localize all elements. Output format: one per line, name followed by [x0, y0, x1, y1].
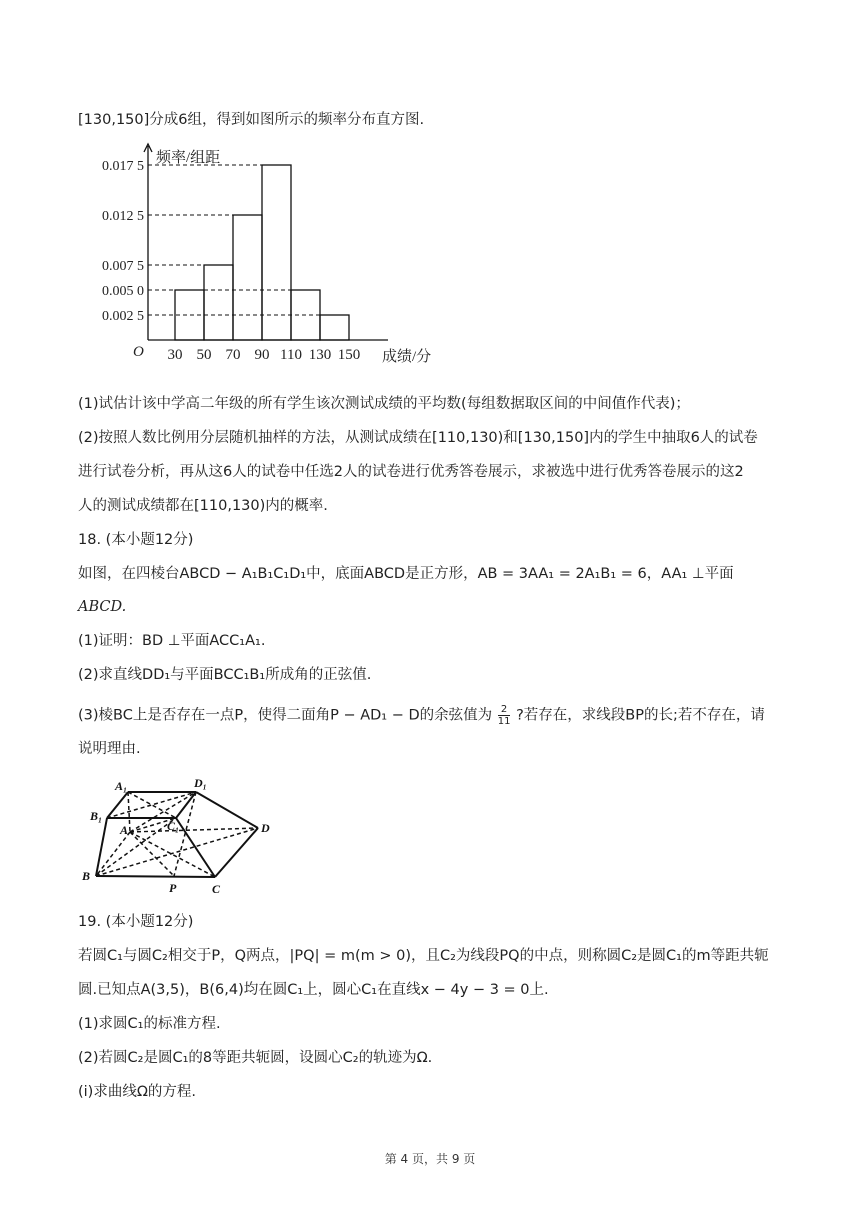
- q18-stem-line2: ABCD.: [78, 599, 127, 615]
- q18-heading: 18. (本小题12分): [78, 532, 194, 548]
- y-tick-label: 0.005 0: [102, 284, 144, 299]
- q19-part2: (2)若圆C₂是圆C₁的8等距共轭圆，设圆心C₂的轨迹为Ω.: [78, 1050, 433, 1066]
- edge-C1-D1: [176, 792, 196, 818]
- x-tick-label: 130: [308, 347, 332, 363]
- edge-B1-B: [96, 818, 107, 876]
- label-A1: A₁: [115, 779, 128, 793]
- q18-part1: (1)证明：BD ⊥平面ACC₁A₁.: [78, 633, 266, 649]
- label-D: D: [261, 821, 270, 835]
- origin-label: O: [133, 344, 144, 360]
- x-tick-label: 50: [196, 347, 212, 363]
- q19-heading: 19. (本小题12分): [78, 914, 194, 930]
- seg-D1-P: [174, 792, 196, 876]
- page-footer: 第 4 页，共 9 页: [384, 1152, 476, 1166]
- seg-A-D1: [130, 792, 196, 832]
- edge-B-C: [96, 876, 215, 877]
- label-B: B: [82, 869, 91, 883]
- seg-B-C1: [96, 818, 176, 876]
- frustum-figure: [78, 772, 278, 898]
- intro-line: [130,150]分成6组，得到如图所示的频率分布直方图.: [78, 112, 425, 128]
- seg-A1-C1: [128, 792, 176, 818]
- x-tick-label: 70: [225, 347, 241, 363]
- edge-D1-D: [196, 792, 258, 828]
- histogram-bar: [233, 215, 262, 340]
- q19-part2-i: (ⅰ)求曲线Ω的方程.: [78, 1084, 197, 1100]
- label-A: A: [120, 823, 129, 837]
- histogram-bar: [320, 315, 349, 340]
- diag-A-C: [130, 832, 215, 877]
- y-tick-label: 0.012 5: [102, 209, 144, 224]
- q18-part3-line1: [78, 704, 765, 727]
- y-tick-label: 0.007 5: [102, 259, 144, 274]
- q18-part3-text-a: (3)棱BC上是否存在一点P，使得二面角P − AD₁ − D的余弦值为: [78, 707, 493, 724]
- q19-stem-line1: 若圆C₁与圆C₂相交于P，Q两点，|PQ| = m(m > 0)，且C₂为线段PQ的中点，则称圆C₂是圆C₁的m等距共轭: [78, 948, 769, 964]
- label-D1: D₁: [194, 776, 207, 790]
- seg-A-P: [130, 832, 174, 876]
- q18-part3-line2: 说明理由.: [78, 741, 141, 757]
- frequency-histogram: [78, 140, 478, 375]
- edge-A1-B1: [107, 792, 128, 818]
- histogram-bar: [204, 265, 233, 340]
- q18-stem-line1: 如图，在四棱台ABCD − A₁B₁C₁D₁中，底面ABCD是正方形，AB = 3AA₁ = 2A₁B₁ = 6，AA₁ ⊥平面: [78, 566, 734, 582]
- q19-part1: (1)求圆C₁的标准方程.: [78, 1016, 221, 1032]
- label-B1: B₁: [90, 809, 103, 823]
- q18-part2: (2)求直线DD₁与平面BCC₁B₁所成角的正弦值.: [78, 667, 372, 683]
- y-tick-label: 0.002 5: [102, 309, 144, 324]
- q17-part2-line3: 人的测试成绩都在[110,130)内的概率.: [78, 498, 328, 514]
- y-tick-label: 0.017 5: [102, 159, 144, 174]
- x-tick-label: 30: [167, 347, 183, 363]
- fraction-numerator: 2: [498, 704, 511, 716]
- x-axis-label: 成绩/分: [382, 349, 432, 365]
- fraction: [498, 704, 511, 727]
- label-P: P: [169, 881, 177, 895]
- seg-B1-D1: [107, 792, 196, 818]
- y-axis-label: 频率/组距: [156, 150, 221, 166]
- q17-part1: (1)试估计该中学高二年级的所有学生该次测试成绩的平均数(每组数据取区间的中间值作代表)；: [78, 396, 690, 412]
- label-C1: C₁: [167, 819, 180, 833]
- x-tick-label: 90: [254, 347, 270, 363]
- q17-part2-line1: (2)按照人数比例用分层随机抽样的方法，从测试成绩在[110,130)和[130,150]内的学生中抽取6人的试卷: [78, 430, 758, 446]
- edge-C-D: [215, 828, 258, 877]
- q17-part2-line2: 进行试卷分析，再从这6人的试卷中任选2人的试卷进行优秀答卷展示，求被选中进行优秀答卷展示的这2: [78, 464, 744, 480]
- fraction-denominator: 11: [497, 716, 511, 727]
- x-tick-label: 110: [280, 347, 302, 363]
- x-tick-label: 150: [337, 347, 361, 363]
- q19-stem-line2: 圆.已知点A(3,5)，B(6,4)均在圆C₁上，圆心C₁在直线x − 4y − 3 = 0上.: [78, 982, 549, 998]
- label-C: C: [212, 882, 221, 896]
- histogram-bar: [262, 165, 291, 340]
- q18-part3-text-b: ?若存在，求线段BP的长;若不存在，请: [516, 707, 765, 724]
- edge-A-D: [130, 828, 258, 832]
